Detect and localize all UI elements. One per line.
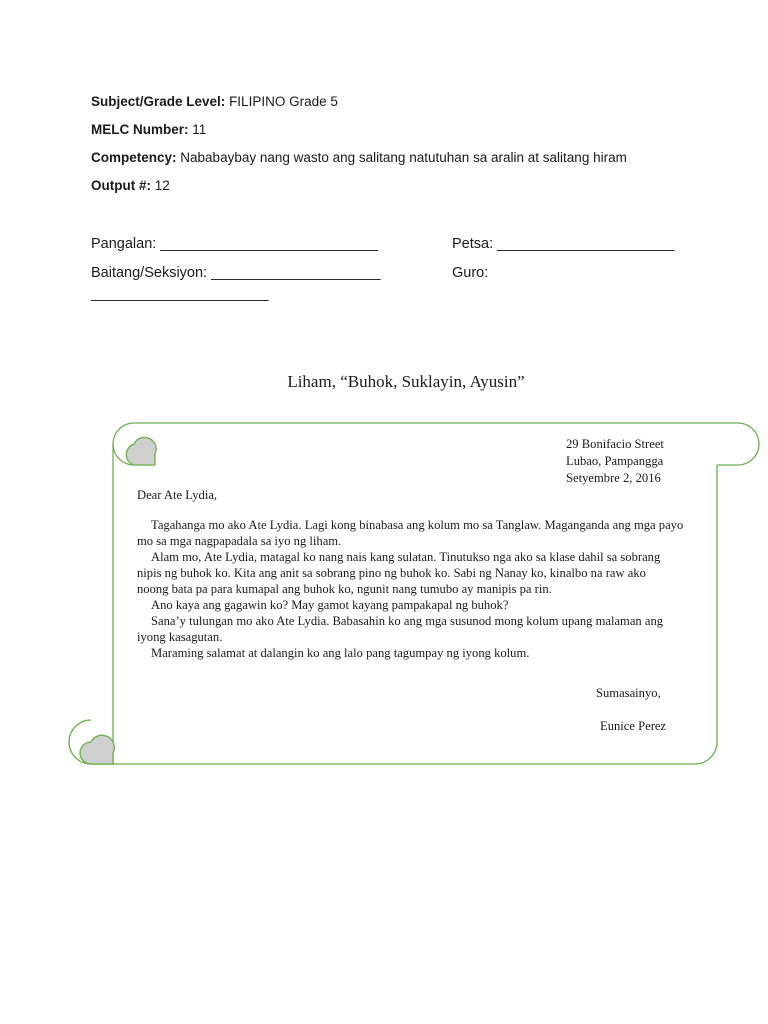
closing: Sumasainyo,	[596, 686, 661, 700]
subject-value: FILIPINO Grade 5	[229, 94, 338, 109]
address-line: Lubao, Pampangga	[566, 454, 664, 468]
competency-value: Nababaybay nang wasto ang salitang natutuhan sa aralin at salitang hiram	[180, 150, 627, 165]
letter-title: Liham, “Buhok, Suklayin, Ayusin”	[287, 372, 525, 391]
output-value: 12	[154, 178, 170, 193]
body-line: iyong kasagutan.	[137, 630, 223, 644]
scroll-top-band	[134, 423, 759, 465]
address-date: Setyembre 2, 2016	[566, 471, 661, 485]
name-field[interactable]: Pangalan: ___________________________	[91, 236, 379, 252]
scroll-bottom-curl	[80, 735, 114, 764]
body-line: mo sa mga nagpapadala sa iyo ng liham.	[137, 534, 342, 548]
body-line: Maraming salamat at dalangin ko ang lalo pang tagumpay ng iyong kolum.	[151, 646, 530, 660]
output-label: Output #:	[91, 178, 151, 193]
competency-label: Competency:	[91, 150, 177, 165]
scroll-right-edge	[695, 465, 717, 764]
teacher-blank[interactable]: ______________________	[91, 286, 269, 302]
teacher-label: Guro:	[452, 265, 489, 281]
melc-value: 11	[192, 122, 207, 137]
body-line: Ano kaya ang gagawin ko? May gamot kayang pampakapal ng buhok?	[151, 598, 509, 612]
signature: Eunice Perez	[600, 719, 667, 733]
section-field[interactable]: Baitang/Seksiyon: _____________________	[91, 265, 381, 281]
body-line: nipis ng buhok ko. Kita ang anit sa sobrang pino ng buhok ko. Sabi ng Nanay ko, kinalbo na raw ako	[137, 566, 646, 580]
greeting: Dear Ate Lydia,	[137, 488, 218, 502]
body-line: Tagahanga mo ako Ate Lydia. Lagi kong binabasa ang kolum mo sa Tanglaw. Maganganda ang mga payo	[151, 518, 684, 532]
body-line: Sana’y tulungan mo ako Ate Lydia. Babasahin ko ang mga susunod mong kolum upang malaman ang	[151, 614, 664, 628]
body-line: noong bata pa para kumapal ang buhok ko, ngunit nang tumubo ay manipis pa rin.	[137, 582, 552, 596]
subject-label: Subject/Grade Level:	[91, 94, 226, 109]
scroll-top-curl	[126, 437, 156, 465]
address-line: 29 Bonifacio Street	[566, 437, 664, 451]
body-line: Alam mo, Ate Lydia, matagal ko nang nais kang sulatan. Tinutukso nga ako sa klase dahil sa sobrang	[151, 550, 661, 564]
date-field[interactable]: Petsa: ______________________	[452, 236, 675, 252]
melc-label: MELC Number:	[91, 122, 189, 137]
